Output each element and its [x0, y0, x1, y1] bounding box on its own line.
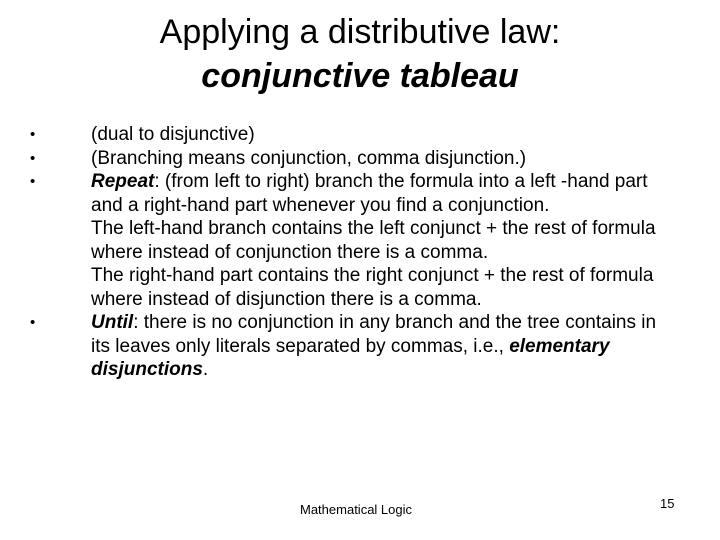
bullet-marker: • — [30, 149, 36, 167]
bullet-lead: Until — [91, 312, 134, 333]
bullet-lead: Repeat — [91, 171, 155, 192]
title-line-1: Applying a distributive law: — [159, 13, 561, 51]
bullet-item — [0, 147, 669, 171]
slide-title — [40, 10, 680, 98]
bullet-text-line-2: The left-hand branch contains the left conjunct + the rest of formula where instead of conjunction there is a comma. — [91, 218, 656, 263]
bullet-list — [0, 123, 720, 382]
bullet-item — [0, 170, 669, 311]
bullet-tail: . — [202, 359, 209, 380]
bullet-text: (dual to disjunctive) — [91, 124, 255, 145]
bullet-item — [0, 123, 669, 147]
title-line-2: conjunctive tableau — [201, 57, 519, 95]
page-number: 15 — [660, 496, 675, 511]
bullet-emphasis: elementary disjunctions — [91, 335, 610, 380]
bullet-text: : there is no conjunction in any branch and the tree contains in its leaves only literals separated by commas, i.e., — [91, 312, 657, 357]
bullet-marker: • — [30, 314, 36, 331]
bullet-text: (Branching means conjunction, comma disjunction.) — [91, 147, 527, 169]
bullet-item — [0, 311, 669, 382]
footer-text: Mathematical Logic — [300, 502, 412, 517]
bullet-text: : (from left to right) branch the formula into a left -hand part and a right-hand part whenever you find a conjunction. — [91, 171, 648, 216]
bullet-marker: • — [30, 173, 36, 190]
bullet-text-line-3: The right-hand part contains the right conjunct + the rest of formula where instead of disjunction there is a comma. — [91, 265, 654, 310]
bullet-marker: • — [30, 126, 36, 143]
